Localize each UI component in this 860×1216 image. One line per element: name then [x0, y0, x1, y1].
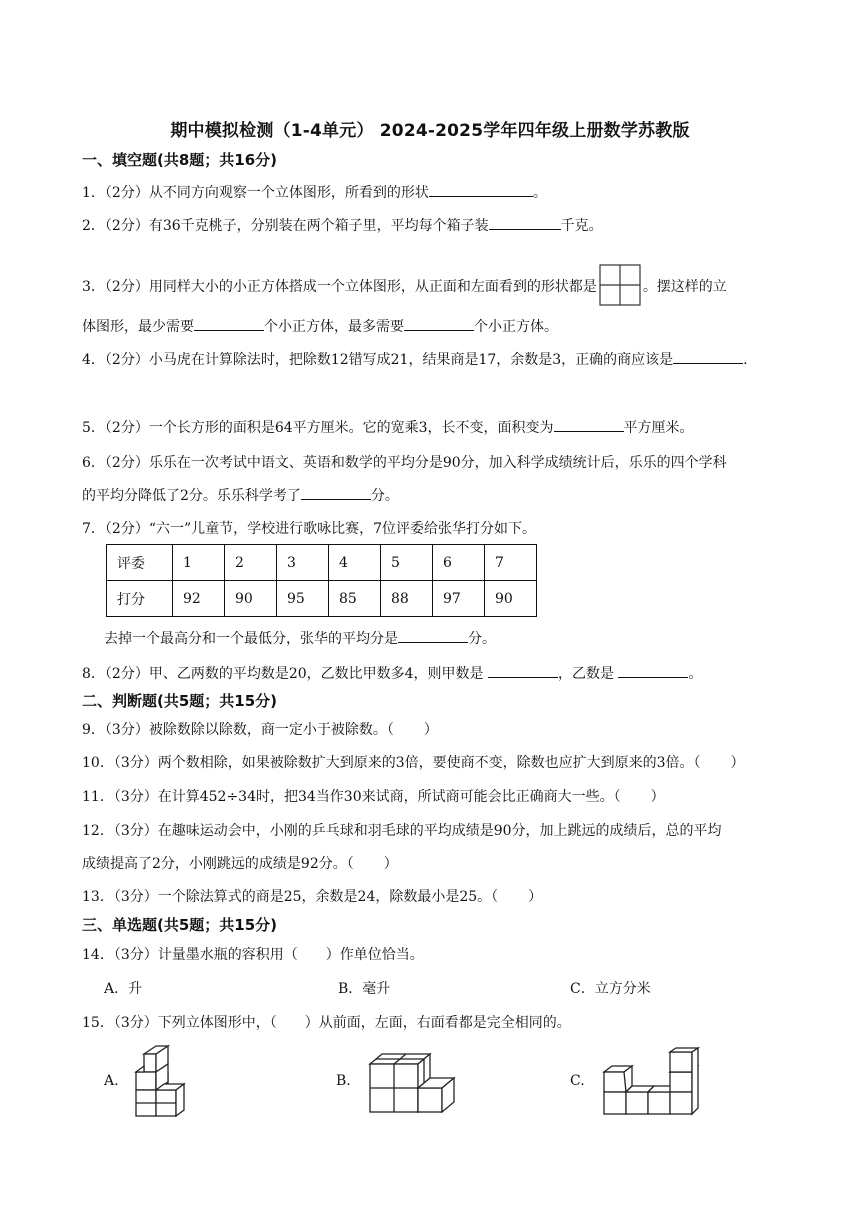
question-12-close: ）: [383, 856, 398, 872]
question-2: [82, 215, 603, 235]
question-6-line2-text: 的平均分降低了2分。乐乐科学考了: [82, 488, 301, 504]
question-5-tail: 平方厘米。: [623, 420, 694, 436]
question-9: [82, 719, 438, 739]
option-c[interactable]: C．立方分米: [570, 981, 651, 997]
two-by-two-square-icon: [599, 264, 641, 310]
table-cell: 90: [225, 581, 277, 617]
table-cell: 2: [225, 545, 277, 581]
answer-blank[interactable]: [673, 349, 743, 364]
question-2-text: 2．（2分）有36千克桃子，分别装在两个箱子里，平均每个箱子装: [82, 218, 489, 234]
question-6-line-2: [82, 485, 399, 505]
question-11-close: ）: [650, 789, 665, 805]
question-13-text: 13．（3分）一个除法算式的商是25，余数是24，除数最小是25。（: [82, 889, 499, 905]
question-3-tail: 。摆这样的立: [642, 279, 727, 295]
option-a[interactable]: A．升: [104, 981, 143, 997]
answer-blank[interactable]: [488, 663, 558, 678]
table-cell: 90: [485, 581, 537, 617]
table-cell: 3: [277, 545, 329, 581]
question-3-line-2: [82, 316, 558, 336]
option-a-label[interactable]: A.: [104, 1073, 119, 1089]
question-7-followup-tail: 分。: [468, 631, 496, 647]
question-4-tail: .: [743, 352, 748, 368]
question-13: [82, 886, 542, 906]
question-11: [82, 786, 665, 806]
question-7-followup: [104, 628, 496, 648]
question-9-text: 9．（3分）被除数除以除数，商一定小于被除数。（: [82, 722, 394, 738]
table-cell: 95: [277, 581, 329, 617]
score-table: [106, 544, 537, 617]
question-12-line-2: [82, 853, 398, 873]
table-cell: 88: [381, 581, 433, 617]
question-2-tail: 千克。: [560, 218, 603, 234]
table-cell: 85: [329, 581, 381, 617]
question-5-text: 5．（2分）一个长方形的面积是64平方厘米。它的宽乘3，长不变，面积变为: [82, 420, 554, 436]
section-heading-fill: 一、填空题(共8题；共16分): [82, 151, 278, 169]
table-cell: 7: [485, 545, 537, 581]
question-6-line2-tail: 分。: [370, 488, 399, 504]
question-3-text: 3．（2分）用同样大小的小正方体搭成一个立体图形，从正面和左面看到的形状都是: [82, 279, 597, 295]
answer-blank[interactable]: [301, 485, 371, 500]
answer-blank[interactable]: [429, 182, 533, 197]
table-cell: 打分: [107, 581, 173, 617]
answer-blank[interactable]: [194, 316, 264, 331]
question-9-close: ）: [423, 722, 438, 738]
question-15: 15．（3分）下列立体图形中，（ ）从前面，左面，右面看都是完全相同的。: [82, 1015, 571, 1031]
question-12-line2-text: 成绩提高了2分，小刚跳远的成绩是92分。（: [82, 856, 354, 872]
question-5: [82, 417, 694, 437]
question-12: 12．（3分）在趣味运动会中，小刚的乒乓球和羽毛球的平均成绩是90分，加上跳远的成绩后，总的平均: [82, 823, 722, 839]
answer-blank[interactable]: [404, 316, 474, 331]
question-11-text: 11．（3分）在计算452÷34时，把34当作30来试商，所试商可能会比正确商大一些。（: [82, 789, 621, 805]
page-title: 期中模拟检测（1-4单元） 2024-2025学年四年级上册数学苏教版: [170, 121, 690, 141]
question-6: [82, 452, 727, 472]
question-3-line2-text: 体图形，最少需要: [82, 319, 194, 335]
question-3: [82, 264, 727, 310]
section-heading-choice: 三、单选题(共5题；共15分): [82, 916, 278, 934]
answer-blank[interactable]: [398, 628, 468, 643]
question-4: [82, 349, 748, 369]
question-1-tail: 。: [532, 185, 547, 201]
question-8-mid: ，乙数是: [558, 666, 619, 682]
option-b-label[interactable]: B.: [336, 1073, 351, 1089]
table-cell: 5: [381, 545, 433, 581]
answer-blank[interactable]: [554, 417, 624, 432]
answer-blank[interactable]: [489, 215, 561, 230]
question-10: [82, 752, 745, 772]
question-3-line2-mid: 个小正方体，最多需要: [264, 319, 404, 335]
table-cell: 6: [433, 545, 485, 581]
question-14: 14．（3分）计量墨水瓶的容积用（ ）作单位恰当。: [82, 947, 424, 963]
answer-blank[interactable]: [618, 663, 688, 678]
option-c-label[interactable]: C.: [570, 1073, 585, 1089]
table-cell: 评委: [107, 545, 173, 581]
table-cell: 1: [173, 545, 225, 581]
cube-figure-a[interactable]: [128, 1040, 192, 1122]
question-6-text: 6．（2分）乐乐在一次考试中语文、英语和数学的平均分是90分，加入科学成绩统计后，乐乐的四个学科: [82, 455, 727, 471]
table-row: [107, 545, 537, 581]
question-13-close: ）: [528, 889, 543, 905]
cube-figure-b[interactable]: [362, 1048, 462, 1120]
table-cell: 92: [173, 581, 225, 617]
question-10-text: 10．（3分）两个数相除，如果被除数扩大到原来的3倍，要使商不变，除数也应扩大到原来的3倍。（: [82, 755, 701, 771]
question-8: [82, 663, 702, 683]
cube-figure-c[interactable]: [600, 1046, 704, 1120]
section-heading-judge: 二、判断题(共5题；共15分): [82, 692, 278, 710]
question-3-line2-tail: 个小正方体。: [474, 319, 558, 335]
question-4-text: 4．（2分）小马虎在计算除法时，把除数12错写成21，结果商是17，余数是3，正确的商应该是: [82, 352, 674, 368]
question-7: 7．（2分）“六一”儿童节，学校进行歌咏比赛，7位评委给张华打分如下。: [82, 521, 537, 537]
question-1: [82, 182, 547, 202]
question-7-followup-text: 去掉一个最高分和一个最低分，张华的平均分是: [104, 631, 398, 647]
question-1-text: 1．（2分）从不同方向观察一个立体图形，所看到的形状: [82, 185, 429, 201]
table-row: [107, 581, 537, 617]
table-cell: 97: [433, 581, 485, 617]
table-cell: 4: [329, 545, 381, 581]
question-10-close: ）: [730, 755, 745, 771]
option-b[interactable]: B．毫升: [338, 981, 391, 997]
question-8-text: 8．（2分）甲、乙两数的平均数是20，乙数比甲数多4，则甲数是: [82, 666, 488, 682]
question-8-tail: 。: [688, 666, 703, 682]
